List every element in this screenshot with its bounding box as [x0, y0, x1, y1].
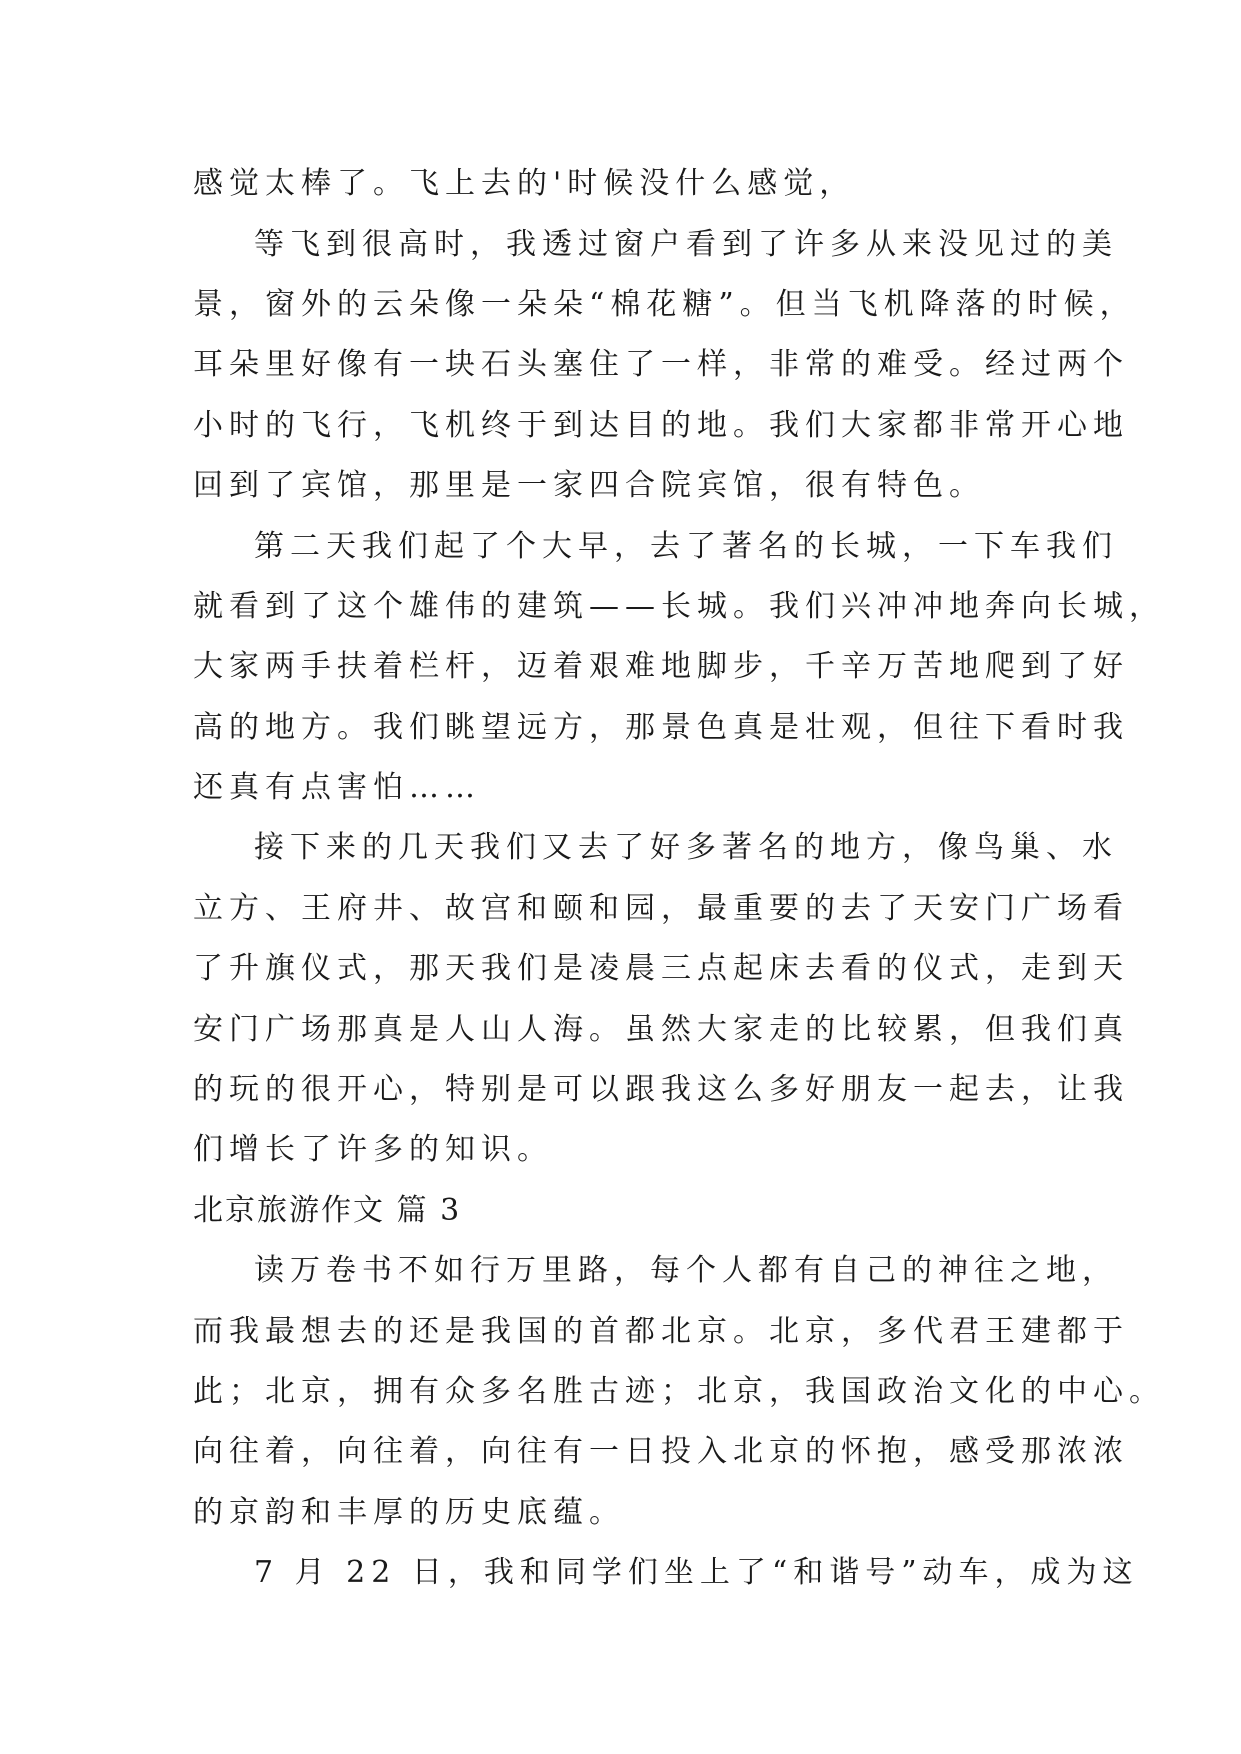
paragraph-first-line: 第二天我们起了个大早，去了著名的长城，一下车我们	[254, 529, 1118, 564]
text-line: 的京韵和丰厚的历史底蕴。	[193, 1495, 625, 1530]
text-line: 们增长了许多的知识。	[193, 1132, 553, 1167]
paragraph-first-line: 读万卷书不如行万里路，每个人都有自己的神往之地，	[254, 1253, 1118, 1288]
text-line: 向往着，向往着，向往有一日投入北京的怀抱，感受那浓浓	[193, 1434, 1129, 1469]
text-line: 还真有点害怕……	[193, 770, 481, 805]
text-line: 立方、王府井、故宫和颐和园，最重要的去了天安门广场看	[193, 891, 1129, 926]
text-line: 安门广场那真是人山人海。虽然大家走的比较累，但我们真	[193, 1012, 1129, 1047]
text-line: 而我最想去的还是我国的首都北京。北京，多代君王建都于	[193, 1314, 1129, 1349]
text-line: 回到了宾馆，那里是一家四合院宾馆，很有特色。	[193, 468, 985, 503]
text-line: 了升旗仪式，那天我们是凌晨三点起床去看的仪式，走到天	[193, 951, 1129, 986]
text-line: 感觉太棒了。飞上去的'时候没什么感觉，	[193, 166, 856, 201]
text-line: 就看到了这个雄伟的建筑——长城。我们兴冲冲地奔向长城，	[193, 589, 1165, 624]
text-line: 景，窗外的云朵像一朵朵“棉花糖”。但当飞机降落的时候，	[193, 287, 1136, 322]
text-line: 高的地方。我们眺望远方，那景色真是壮观，但往下看时我	[193, 710, 1129, 745]
paragraph-first-line: 7 月 22 日，我和同学们坐上了“和谐号”动车，成为这	[254, 1555, 1139, 1590]
section-heading: 北京旅游作文 篇 3	[193, 1193, 462, 1228]
paragraph-first-line: 接下来的几天我们又去了好多著名的地方，像鸟巢、水	[254, 830, 1118, 865]
text-line: 小时的飞行，飞机终于到达目的地。我们大家都非常开心地	[193, 408, 1129, 443]
text-line: 大家两手扶着栏杆，迈着艰难地脚步，千辛万苦地爬到了好	[193, 649, 1129, 684]
text-line: 耳朵里好像有一块石头塞住了一样，非常的难受。经过两个	[193, 347, 1129, 382]
paragraph-first-line: 等飞到很高时，我透过窗户看到了许多从来没见过的美	[254, 227, 1118, 262]
text-line: 此；北京，拥有众多名胜古迹；北京，我国政治文化的中心。	[193, 1374, 1165, 1409]
text-line: 的玩的很开心，特别是可以跟我这么多好朋友一起去，让我	[193, 1072, 1129, 1107]
